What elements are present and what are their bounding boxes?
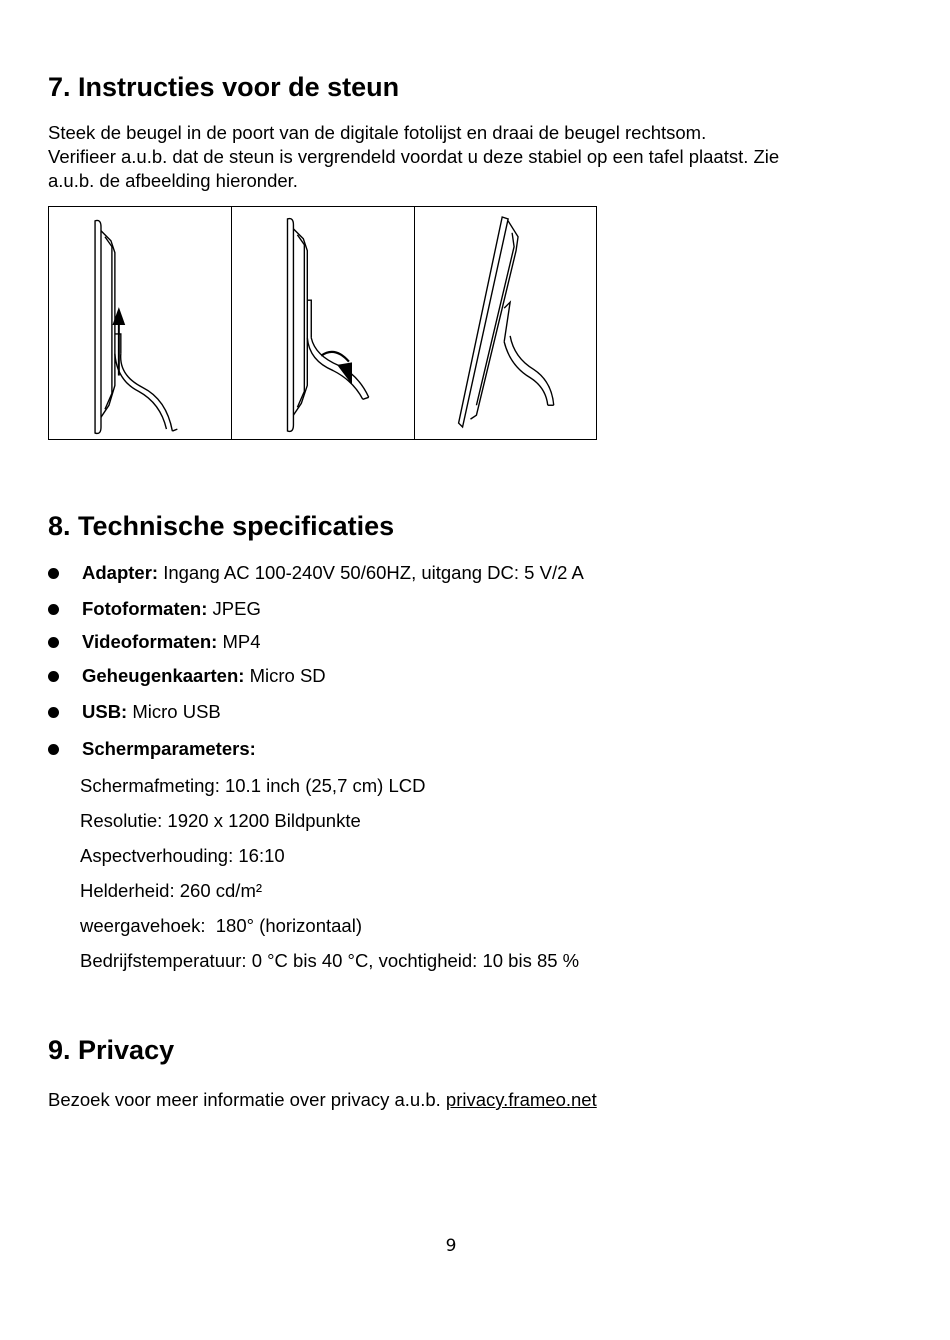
figure-panel-rotate-bracket (231, 207, 413, 439)
section-7-heading: 7. Instructies voor de steun (48, 72, 400, 102)
screen-param-viewing-angle: weergavehoek: 180° (horizontaal) (80, 915, 362, 936)
screen-param-size: Schermafmeting: 10.1 inch (25,7 cm) LCD (80, 775, 426, 796)
spec-label: USB: (82, 701, 128, 722)
paragraph-line: Steek de beugel in de poort van de digitale fotolijst en draai de beugel rechtsom. (48, 122, 707, 143)
privacy-link[interactable]: privacy.frameo.net (445, 1089, 597, 1110)
bullet-icon (48, 707, 59, 718)
bullet-icon (48, 671, 59, 682)
spec-value: JPEG (207, 598, 261, 619)
privacy-text: Bezoek voor meer informatie over privacy a.u.b. (48, 1089, 446, 1110)
privacy-paragraph (48, 1088, 597, 1112)
spec-label: Schermparameters: (82, 738, 256, 759)
spec-value: Micro USB (127, 701, 221, 722)
spec-item-usb (48, 700, 221, 724)
section-8-heading: 8. Technische specificaties (48, 511, 395, 541)
figure-panel-standing-frame (414, 207, 596, 439)
bullet-icon (48, 568, 59, 579)
page-number: 9 (445, 1236, 457, 1256)
bullet-icon (48, 637, 59, 648)
spec-label: Geheugenkaarten: (82, 665, 245, 686)
bullet-icon (48, 744, 59, 755)
frame-insert-illustration (49, 207, 231, 439)
frame-rotate-illustration (232, 207, 413, 439)
spec-item-screen-parameters (48, 737, 256, 761)
frame-standing-illustration (415, 207, 596, 439)
spec-value: Ingang AC 100-240V 50/60HZ, uitgang DC: 5 V/2 A (158, 562, 584, 583)
screen-param-resolution: Resolutie: 1920 x 1200 Bildpunkte (80, 810, 361, 831)
figure-panel-insert-bracket (49, 207, 231, 439)
spec-item-video-formats (48, 630, 261, 654)
spec-label: Adapter: (82, 562, 159, 583)
spec-label: Fotoformaten: (82, 598, 208, 619)
spec-item-memory-cards (48, 664, 326, 688)
section-7-paragraph (48, 121, 908, 193)
stand-instruction-figure (48, 206, 597, 440)
spec-value: Micro SD (244, 665, 326, 686)
section-9-heading: 9. Privacy (48, 1035, 175, 1065)
screen-param-aspect-ratio: Aspectverhouding: 16:10 (80, 845, 285, 866)
paragraph-line: a.u.b. de afbeelding hieronder. (48, 170, 298, 191)
paragraph-line: Verifieer a.u.b. dat de steun is vergrendeld voordat u deze stabiel op een tafel plaatst. Zie (48, 146, 780, 167)
spec-item-photo-formats (48, 597, 261, 621)
spec-item-adapter (48, 561, 584, 585)
screen-param-brightness: Helderheid: 260 cd/m² (80, 880, 263, 901)
spec-value: MP4 (217, 631, 261, 652)
spec-label: Videoformaten: (82, 631, 218, 652)
screen-param-operating-temperature: Bedrijfstemperatuur: 0 °C bis 40 °C, vochtigheid: 10 bis 85 % (80, 950, 580, 971)
bullet-icon (48, 604, 59, 615)
